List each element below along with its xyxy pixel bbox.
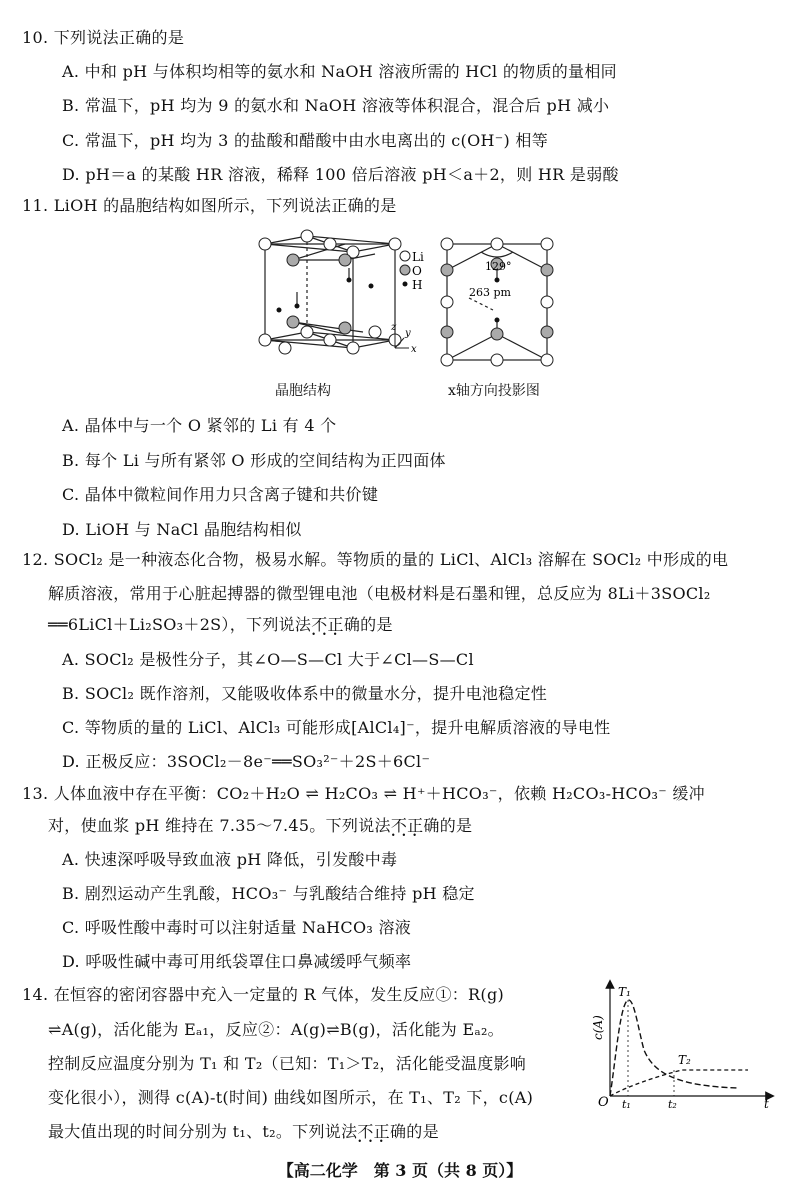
q13-stem-line2 [48, 816, 472, 836]
q10-option-b: B. 常温下，pH 均为 9 的氨水和 NaOH 溶液等体积混合，混合后 pH 减小 [62, 96, 610, 115]
legend-o-label: O [412, 264, 422, 278]
q14-stem-line5 [48, 1122, 439, 1142]
q13-option-a: A. 快速深呼吸导致血液 pH 降低，引发酸中毒 [62, 850, 398, 869]
q10-option-d: D. pH＝a 的某酸 HR 溶液，稀释 100 倍后溶液 pH＜a＋2，则 HR 是弱酸 [62, 165, 619, 184]
q11-stem: 11. LiOH 的晶胞结构如图所示，下列说法正确的是 [22, 196, 397, 215]
q13-option-b: B. 剧烈运动产生乳酸，HCO₃⁻ 与乳酸结合维持 pH 稳定 [62, 884, 475, 903]
caption-x-projection: x轴方向投影图 [448, 383, 540, 399]
ca-t-graph [588, 978, 778, 1110]
q11-option-c: C. 晶体中微粒间作用力只含离子键和共价键 [62, 485, 379, 504]
q11-option-a: A. 晶体中与一个 O 紧邻的 Li 有 4 个 [62, 416, 337, 435]
q13-line2-text: 对，使血浆 pH 维持在 7.35～7.45。下列说法 [48, 816, 391, 835]
q14-stem-line2: ⇌A(g)，活化能为 Eₐ₁，反应②：A(g)⇌B(g)，活化能为 Eₐ₂。 [48, 1020, 504, 1039]
ca-t-graph-svg [588, 978, 778, 1110]
q10-stem: 10. 下列说法正确的是 [22, 28, 185, 47]
distance-label: 263 pm [469, 286, 511, 299]
q14-line5-text: 最大值出现的时间分别为 t₁、t₂。下列说法 [48, 1122, 358, 1141]
q12-option-d: D. 正极反应：3SOCl₂－8e⁻══SO₃²⁻＋2S＋6Cl⁻ [62, 752, 431, 771]
q11-option-b: B. 每个 Li 与所有紧邻 O 形成的空间结构为正四面体 [62, 451, 446, 470]
axis-x-label: x [411, 344, 417, 355]
q13-line2-tail: 的是 [439, 816, 473, 835]
q12-stem-line1: 12. SOCl₂ 是一种液态化合物，极易水解。等物质的量的 LiCl、AlCl₃ 溶解在 SOCl₂ 中形成的电 [22, 550, 729, 569]
axis-z-label: z [391, 322, 397, 333]
graph-origin: O [598, 1095, 609, 1110]
q13-stem-line1: 13. 人体血液中存在平衡：CO₂＋H₂O ⇌ H₂CO₃ ⇌ H⁺＋HCO₃⁻，依赖 H₂CO₃-HCO₃⁻ 缓冲 [22, 784, 705, 803]
q11-option-d: D. LiOH 与 NaCl 晶胞结构相似 [62, 520, 302, 539]
graph-ylabel: c(A) [591, 1015, 605, 1040]
tick-t1-label: t₁ [622, 1098, 631, 1110]
q14-line5-tail: 的是 [406, 1122, 439, 1141]
q12-emphasis: 不正确 • • • [311, 615, 360, 634]
q12-stem-line3 [48, 615, 393, 635]
legend-h-label: H [412, 278, 423, 292]
q13-emphasis: 不正确 • • • [391, 816, 440, 835]
q13-option-c: C. 呼吸性酸中毒时可以注射适量 NaHCO₃ 溶液 [62, 918, 412, 937]
q12-line3-tail: 的是 [360, 615, 393, 634]
q13-option-d: D. 呼吸性碱中毒可用纸袋罩住口鼻减缓呼气频率 [62, 952, 412, 971]
curve-t2-label: T₂ [678, 1053, 691, 1067]
axis-y-label: y [405, 328, 411, 339]
curve-t1-label: T₁ [618, 985, 631, 999]
q10-option-a: A. 中和 pH 与体积均相等的氨水和 NaOH 溶液所需的 HCl 的物质的量相同 [62, 62, 617, 81]
q12-stem-line2: 解质溶液，常用于心脏起搏器的微型锂电池（电极材料是石墨和锂，总反应为 8Li＋3SOCl₂ [48, 584, 711, 603]
crystal-structure-diagram [245, 222, 565, 382]
caption-crystal-structure: 晶胞结构 [275, 383, 331, 399]
q12-option-b: B. SOCl₂ 既作溶剂，又能吸收体系中的微量水分，提升电池稳定性 [62, 684, 548, 703]
q12-line3-text: ══6LiCl＋Li₂SO₃＋2S），下列说法 [48, 615, 312, 634]
lioh-crystal-figure [245, 222, 565, 382]
tick-t2-label: t₂ [668, 1098, 677, 1110]
legend-li-label: Li [412, 250, 424, 264]
q14-stem-line3: 控制反应温度分别为 T₁ 和 T₂（已知：T₁＞T₂，活化能受温度影响 [48, 1054, 527, 1073]
q14-stem-line4: 变化很小），测得 c(A)-t(时间) 曲线如图所示，在 T₁、T₂ 下，c(A) [48, 1088, 534, 1107]
q14-stem-line1: 14. 在恒容的密闭容器中充入一定量的 R 气体，发生反应①：R(g) [22, 985, 505, 1004]
angle-label: 129° [485, 260, 512, 273]
q14-emphasis: 不正确 • • • [357, 1122, 406, 1141]
q12-option-a: A. SOCl₂ 是极性分子，其∠O—S—Cl 大于∠Cl—S—Cl [62, 650, 474, 669]
q12-option-c: C. 等物质的量的 LiCl、AlCl₃ 可能形成[AlCl₄]⁻，提升电解质溶液的导电性 [62, 718, 611, 737]
page-footer: 【高二化学 第 3 页（共 8 页）】 [277, 1161, 523, 1180]
graph-xlabel: t [764, 1097, 769, 1110]
q10-option-c: C. 常温下，pH 均为 3 的盐酸和醋酸中由水电离出的 c(OH⁻) 相等 [62, 131, 549, 150]
h-atoms [277, 278, 374, 313]
legend [400, 250, 424, 292]
curve-t2 [610, 1070, 748, 1096]
li-atoms [259, 230, 401, 354]
